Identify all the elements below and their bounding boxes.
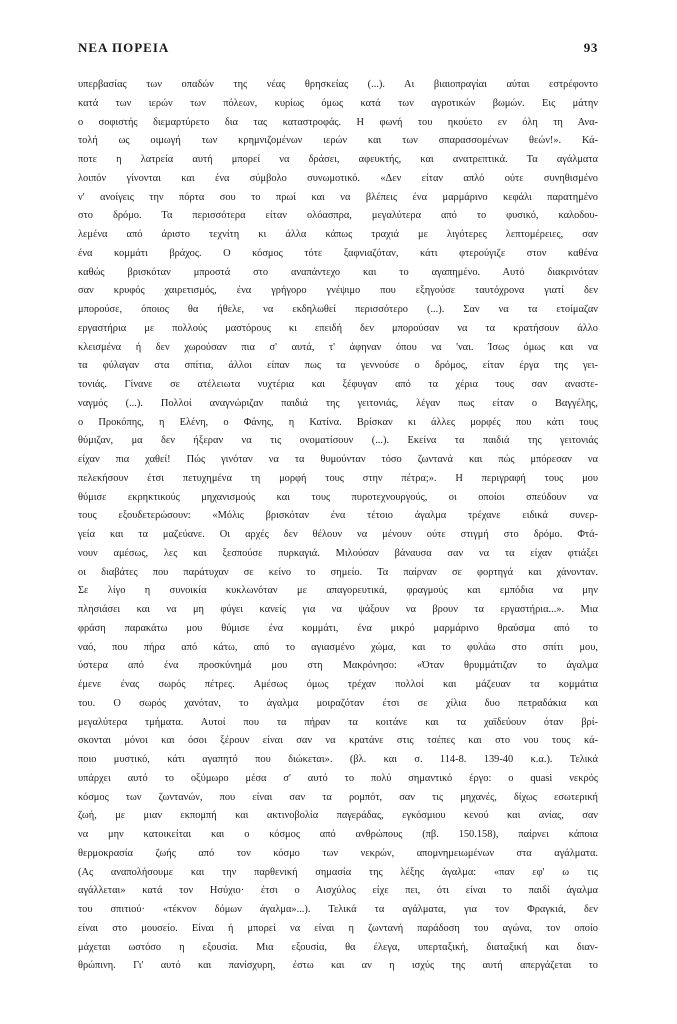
text-line: ο σοφιστής διεμαρτύρετο δια τας καταστροφάς. Η φωνή του ηκούετο εν όλη τη Ανα- [78,116,598,128]
page-header [78,40,598,62]
text-line: Σε λίγο η συνοικία κυκλωνόταν με απαγορευτικά, φραγμούς και εμπόδια να μην [78,585,598,597]
text-line: μπορούσε, όποιος θα ήθελε, να εκδηλωθεί περισσότερο (...). Σαν να τα ετοίμαζαν [78,304,598,315]
text-line: μάχεται ωστόσο η εξουσία. Μια εξουσία, θα έλεγα, υπερταξική, διαταξική και διαν- [78,941,598,953]
text-line: αγάλλεται» κατά τον Ησύχιο· έτσι ο Αισχύλος είχε πει, ότι είναι το παιδί άγαλμα [78,885,598,897]
text-line: εργαστήρια με πολλούς μαστόρους κι επειδή δεν μπορούσαν να τα κρατήσουν άλλο [78,322,598,334]
text-line: νουν αμέσως, λες και ξεσπούσε πυρκαγιά. Μιλούσαν βάναυσα σαν να τα είχαν φτιάξει [78,547,598,559]
text-line: ποτε η λατρεία αυτή μπορεί να δράσει, αφευκτής, και ανατρεπτικά. Τα αγάλματα [78,154,598,165]
text-line: κόσμος των ζωντανών, που είναι σαν τα ρομπότ, σαν τις μηχανές, δίχως εσωτερική [78,791,598,803]
text-line: τους εξουδετερώσουν: «Μόλις βρισκόταν ένα τέτοιο άγαλμα τρέχανε ειδικά συνερ- [78,510,598,522]
text-line: ο Προκόπης, η Ελένη, ο Φάνης, η Κατίνα. Βρίσκαν κι άλλες μορφές που κάτι τους [78,416,598,428]
text-line: φράση παρακάτω μου θύμισε ένα κομμάτι, ένα μικρό μαρμάρινο θραύσμα από το [78,622,598,634]
text-line: ποιο μυστικό, κάτι αγαπητό που διώκεται». (βλ. και σ. 114-8. 139-40 κ.α.). Τελικά [78,754,598,765]
text-line: ν' ανοίγεις την πόρτα σου το πρωί και να βλέπεις ένα μαρμάρινο κεφάλι παρατημένο [78,191,598,203]
text-line: ύστερα από ένα προσκύνημά μου στη Μακρόνησο: «Όταν θρυμμάτιζαν το άγαλμα [78,660,598,672]
text-line: πελεκήσουν έτσι πετυχημένα τη μορφή τους στην πέτρα;». Η περιγραφή τους μου [78,472,598,484]
text-line: τολή ως οιμωγή των κρημνιζομένων ιερών και των σπαρασσομένων θεών!». Κά- [78,135,598,147]
text-line: είχαν πια χαθεί! Πώς γινόταν να τα θυμούνταν τόσο ζωντανά και πώς μπόρεσαν να [78,454,598,465]
page-number: 93 [583,40,598,55]
running-title: ΝΕΑ ΠΟΡΕΙΑ [78,40,170,55]
text-line: σαν κρυφός χαιρετισμός, ένα γρήγορο γνέψιμο που εξηγούσε ταυτόχρονα γιατί δεν [78,285,598,297]
text-line: θύμιζαν, μα δεν ήξεραν να τις ονοματίσουν (...). Εκείνα τα παιδιά της γειτονιάς [78,435,598,447]
text-line: ναό, που πήρα από κάτω, από το αγιασμένο χώμα, και το φυλάω στο σπίτι μου, [78,641,598,653]
text-line: στο δρόμο. Τα περισσότερα είταν ολόασπρα, μεγαλύτερα από το φυσικό, καλοδου- [78,210,598,222]
text-line: κατά των ιερών των πόλεων, κυρίως όμως κατά των αγροτικών βωμών. Εις μάτην [78,97,598,109]
text-line: θρώπινη. Γι' αυτό και πανίσχυρη, έστω και αν η ισχύς της αυτή απεργάζεται το [78,960,598,972]
text-line: (Ας αναπολήσουμε και την παρθενική σημασία της λέξης άγαλμα: «παν εφ' ω τις [78,866,598,878]
text-line: ναγμός (...). Πολλοί αναγνώριζαν παιδιά της γειτονιάς, λέγαν πως είταν ο Βαγγέλης, [78,397,598,409]
text-line: καθώς βρισκόταν μπροστά στο αναπάντεχο και το αγαπημένο. Αυτό διακρινόταν [78,266,598,278]
text-line: τονιάς. Γίνανε σε ατέλειωτα νυχτέρια και ξέφυγαν από τα χέρια τους σαν αναστε- [78,379,598,390]
text-line: του σπιτιού· «τέκνον δόμων άγαλμα»...). Τελικά τα αγάλματα, για τον Φραγκιά, δεν [78,904,598,915]
text-line: υπάρχει αυτό το οξύμωρο μέσα σ' αυτό το πολύ σημαντικό έργο: ο quasi νεκρός [78,772,598,784]
text-line: έμενε ένας σωρός πέτρες. Αμέσως όμως τρέχαν πολλοί και μάζευαν τα κομμάτια [78,679,598,690]
text-line: τα φύλαγαν στα σπίτια, άλλοι είπαν πως τα γεννούσε ο δρόμος, είταν έργα της γει- [78,360,598,372]
text-line: υπερβασίας των οπαδών της νέας θρησκείας (...). Αι βιαιοπραγίαι αύται εστρέφοντο [78,79,598,90]
text-line: πλησιάσει και να μη φύγει κανείς για να ψάξουν να βρουν τα εργαστήρια...». Μια [78,604,598,615]
text-line: θύμισε εκρηκτικούς μηχανισμούς και τους πυροτεχνουργούς, οι οποίοι σπεύδουν να [78,491,598,503]
book-page [78,40,598,976]
text-line: ένα κομμάτι βράχος. Ο κόσμος τότε ξαφνιαζόταν, κάτι φτερούγιζε στον καθένα [78,247,598,259]
text-line: οι διαβάτες που παράτυχαν σε κείνο το σημείο. Τα παίρναν σε φορτηγά και χάνονταν. [78,566,598,578]
text-line: θερμοκρασία ζωής από τον κόσμο των νεκρών, απομνημειωμένων στα αγάλματα. [78,847,598,859]
text-line: ζωή, με μιαν εκπομπή και ακτινοβολία παγεράδας, εγκόσμιου κενού και ανίας, σαν [78,810,598,822]
text-line: γεία και τα μαζεύανε. Οι αρχές δεν θέλουν να μένουν ούτε στιγμή στο δρόμο. Φτά- [78,529,598,540]
text-line: λοιπόν γίνονται και ένα σύμβολο συνωμοτικό. «Δεν είταν απλό ούτε συνηθισμένο [78,172,598,184]
text-line: είναι στο μουσείο. Είναι ή μπορεί να είναι η ζωντανή παράδοση του αγώνα, τον οποίο [78,922,598,934]
text-line: μεγαλύτερα τμήματα. Αυτοί που τα πήραν τα κοιτάνε και τα χαϊδεύουν όταν βρί- [78,716,598,728]
text-line: λεμένα από άριστο τεχνίτη κι άλλα κάπως τραχιά με λιγότερες λεπτομέρειες, σαν [78,229,598,240]
text-line: του. Ο σωρός χανόταν, το άγαλμα μοιραζόταν έτσι σε χίλια δυο πετραδάκια και [78,697,598,709]
text-line: κλεισμένα ή δεν χωρούσαν πια σ' αυτά, τ' άφηναν όπου να 'ναι. Ίσως όμως και να [78,341,598,353]
body-text [78,76,598,976]
text-line: σκονται μόνοι και όσοι ξέρουν είναι σαν να κρατάνε στις τσέπες και στο νου τους κά- [78,735,598,747]
text-line: να μην κατοικείται και ο κόσμος από ανθρώπους (πβ. 150.158), παίρνει κάποια [78,829,598,840]
